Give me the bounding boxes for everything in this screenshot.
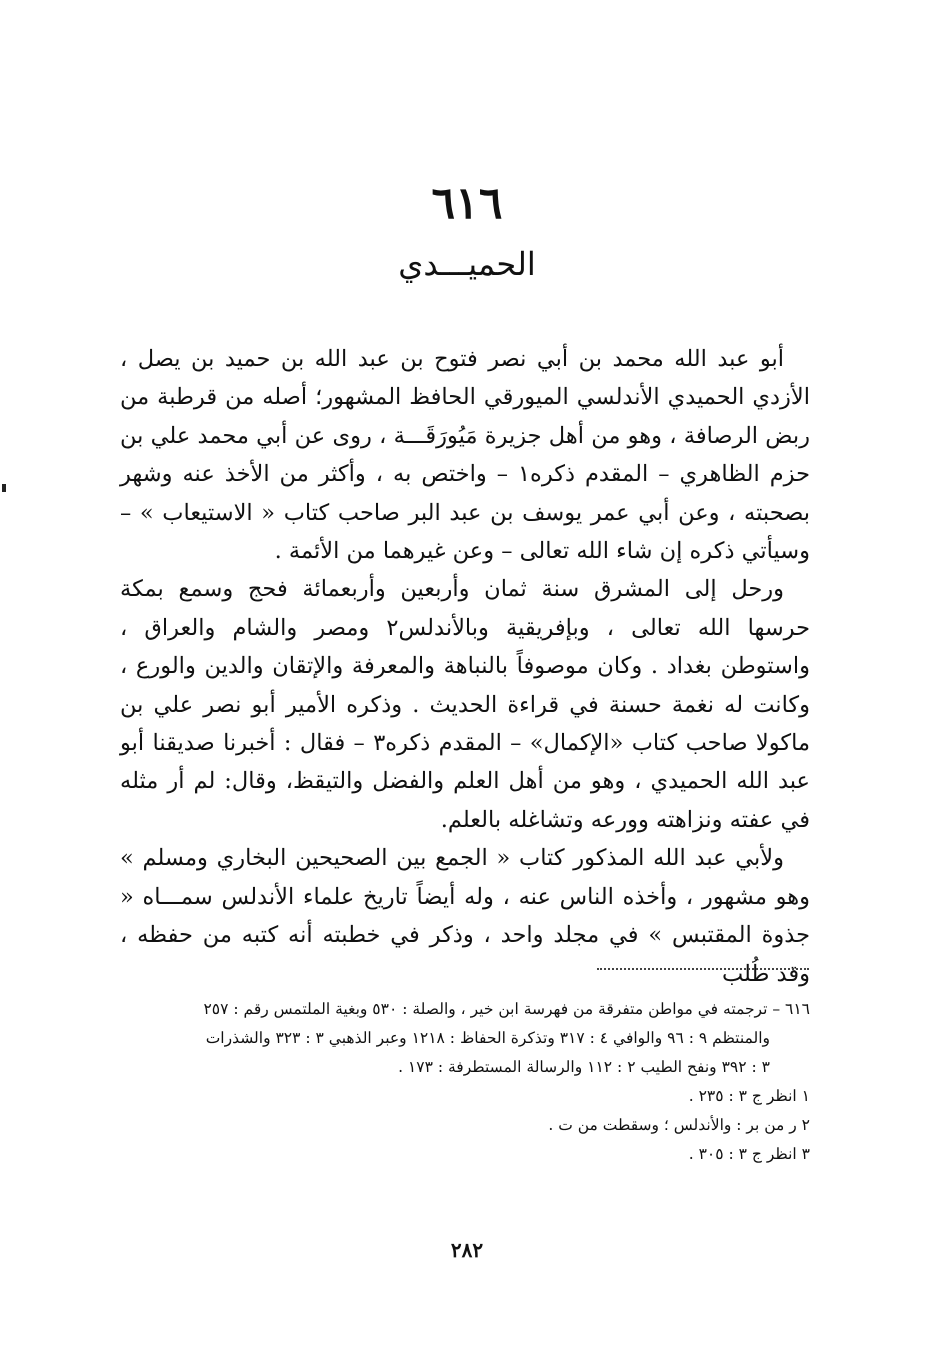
footnote-sources-line-1: ٦١٦ – ترجمته في مواطن متفرقة من فهرسة ابن خير ، والصلة : ٥٣٠ وبغية الملتمس رقم : ٢٥٧ [203,1000,810,1018]
footnote-sources-line-2: والمنتظم ٩ : ٩٦ والوافي ٤ : ٣١٧ وتذكرة الحفاظ : ١٢١٨ وعبر الذهبي ٣ : ٣٢٣ والشذرات [205,1029,770,1047]
paragraph-3: ولأبي عبد الله المذكور كتاب « الجمع بين الصحيحين البخاري ومسلم » وهو مشهور ، وأخذه الناس عنه ، وله أيضاً تاريخ علماء الأندلس سمـــاه « جذوة المقتبس » في مجلد واحد ، وذكر في خطبته أنه كتبه من حفظه ، وقد طُلب [120,845,810,987]
footnote-separator [597,968,809,970]
scan-edge-mark [2,484,6,492]
footnotes [118,995,810,1169]
entry-number: ٦١٦ [431,178,503,229]
page-number: ٢٨٢ [450,1238,484,1262]
footnote-1: ١ انظر ج ٣ : ٢٣٥ . [688,1087,810,1105]
footnote-2: ٢ ر من بر : والأندلس ؛ وسقطت من ت . [548,1116,810,1134]
footnote-3: ٣ انظر ج ٣ : ٣٠٥ . [688,1145,810,1163]
footnote-sources [118,995,810,1082]
footnote-sources-line-3: ٣ : ٣٩٢ ونفح الطيب ٢ : ١١٢ والرسالة المستطرفة : ١٧٣ . [398,1058,770,1076]
paragraph-1: أبو عبد الله محمد بن أبي نصر فتوح بن عبد الله بن حميد بن يصل ، الأزدي الحميدي الأندلسي الميورقي الحافظ المشهور؛ أصله من قرطبة من ربض الرصافة ، وهو من أهل جزيرة مَيُورَقَـــة ، روى عن أبي محمد علي بن حزم الظاهري – المقدم ذكره١ – واختص به ، وأكثر من الأخذ عنه وشهر بصحبته ، وعن أبي عمر يوسف بن عبد البر صاحب كتاب « الاستيعاب » – وسيأتي ذكره إن شاء الله تعالى – وعن غيرهما من الأئمة . [120,346,811,565]
main-text [120,340,810,993]
paragraph-2: ورحل إلى المشرق سنة ثمان وأربعين وأربعمائة فحج وسمع بمكة حرسها الله تعالى ، وبإفريقية وبالأندلس٢ ومصر والشام والعراق ، واستوطن بغداد . وكان موصوفاً بالنباهة والمعرفة والإتقان والدين والورع ، وكانت له نغمة حسنة في قراءة الحديث . وذكره الأمير أبو نصر علي بن ماكولا صاحب كتاب «الإكمال» – المقدم ذكره٣ – فقال : أخبرنا صديقنا أبو عبد الله الحميدي ، وهو من أهل العلم والفضل والتيقظ، وقال: لم أر مثله في عفته ونزاهته وورعه وتشاغله بالعلم. [120,576,811,833]
entry-title: الحميـــدي [398,245,536,283]
